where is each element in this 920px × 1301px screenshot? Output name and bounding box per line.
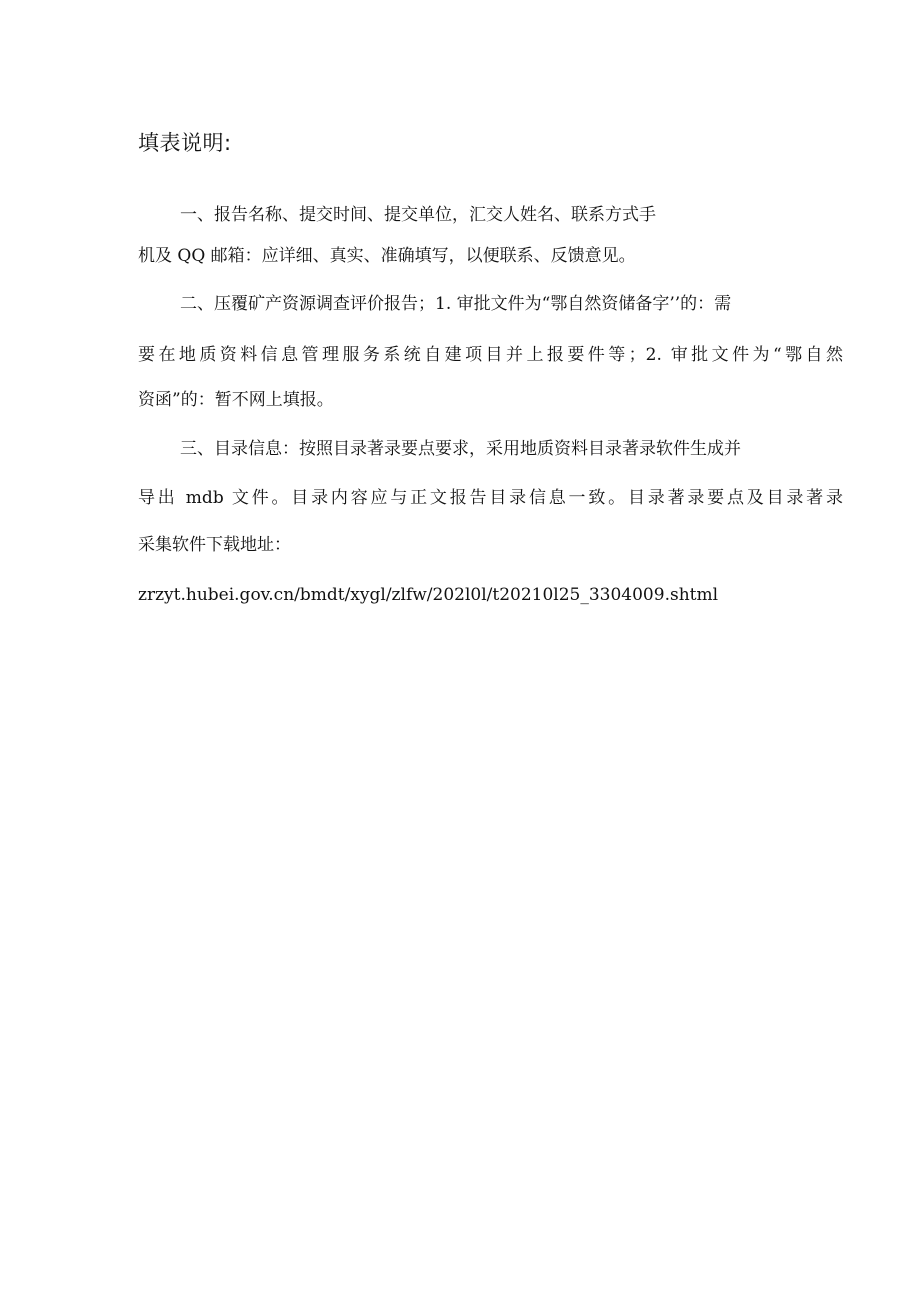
paragraph-2-line-2: 要在地质资料信息管理服务系统自建项目并上报要件等；2. 审批文件为“鄂自然 (138, 345, 843, 365)
paragraph-1-line-2: 机及 QQ 邮箱：应详细、真实、准确填写，以便联系、反馈意见。 (138, 246, 636, 266)
paragraph-2-line-3: 资函”的：暂不网上填报。 (138, 390, 334, 410)
paragraph-1-line-1: 一、报告名称、提交时间、提交单位，汇交人姓名、联系方式手 (180, 205, 656, 225)
paragraph-2-line-1: 二、压覆矿产资源调查评价报告；1. 审批文件为“鄂自然资储备字’’的：需 (180, 294, 732, 314)
download-url: zrzyt.hubei.gov.cn/bmdt/xygl/zlfw/202l0l/t20210l25_3304009.shtml (138, 585, 719, 605)
page-title: 填表说明: (138, 131, 232, 155)
paragraph-3-line-2: 导出 mdb 文件。目录内容应与正文报告目录信息一致。目录著录要点及目录著录 (138, 488, 843, 508)
paragraph-3-line-3: 采集软件下载地址： (138, 535, 291, 555)
paragraph-3-line-1: 三、目录信息：按照目录著录要点要求，采用地质资料目录著录软件生成并 (180, 439, 741, 459)
